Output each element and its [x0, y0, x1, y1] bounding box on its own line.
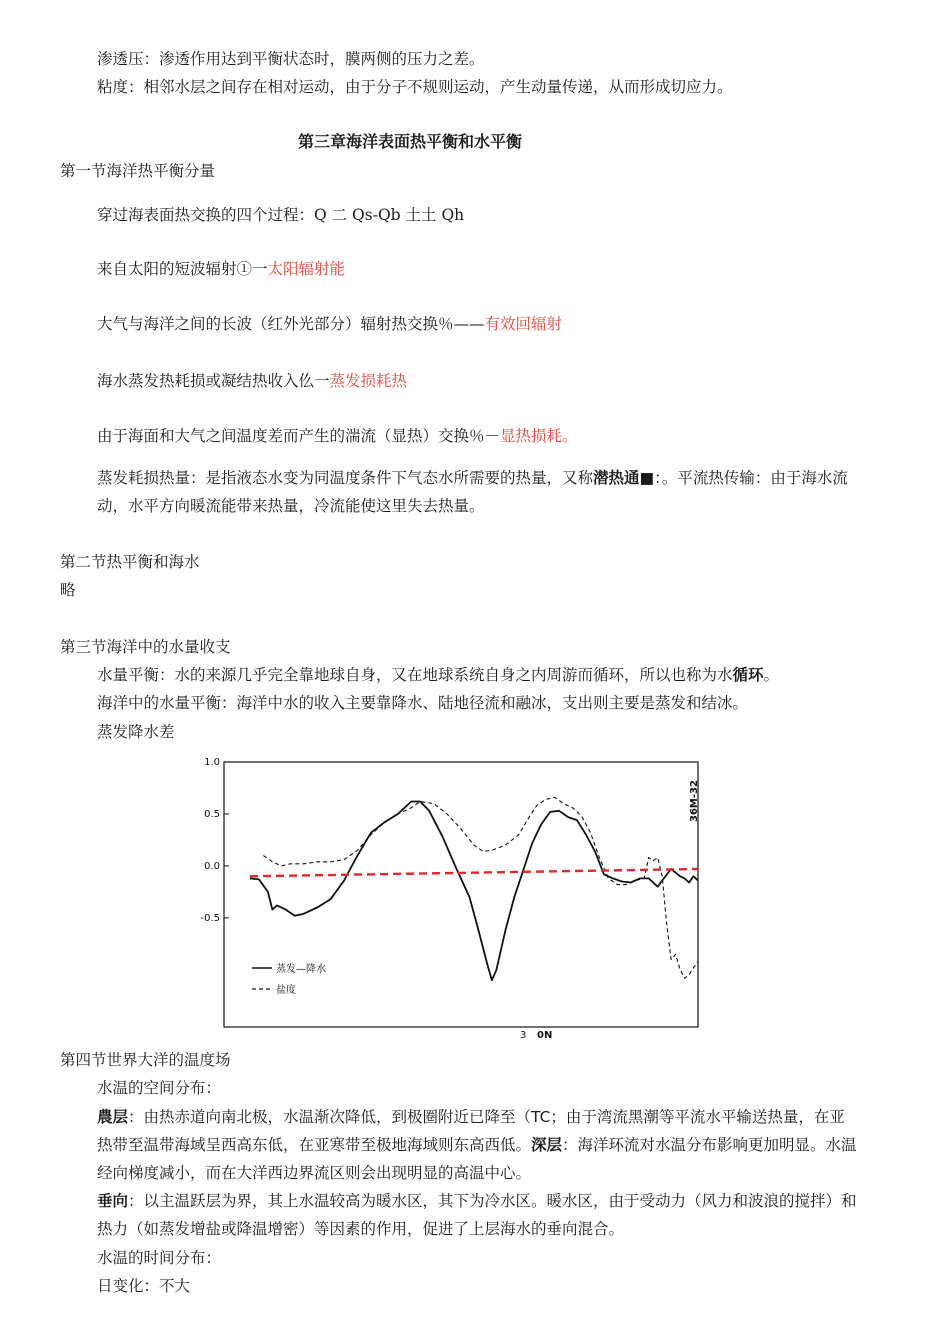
process-4-term: 显热损耗。 [500, 427, 578, 445]
process-1-line [97, 258, 345, 280]
vertical-text-a: ：以主温跃层为界，其上水温较高为暖水区，其下为冷水区。暖水区，由于受动力（风力和波浪的搅拌）和 [128, 1192, 857, 1210]
spatial-text: 水温的空间分布： [97, 1079, 222, 1097]
process-3-term: 蒸发损耗热 [329, 372, 408, 390]
evaporation-text-c: 动，水平方向暖流能带来热量，冷流能使这里失去热量。 [97, 497, 485, 515]
section-2-body-text: 略 [60, 581, 76, 599]
diurnal-text: 日变化：不大 [97, 1277, 191, 1295]
temporal-text: 水温的时间分布： [97, 1249, 222, 1267]
section-3-title-text: 第三节海洋中的水量收支 [60, 638, 231, 656]
process-1-term: 太阳辐射能 [267, 260, 346, 278]
vertical-paragraph [97, 1187, 933, 1243]
deep-text-a: ：海洋环流对水温分布影响更加明显。水温 [562, 1136, 857, 1154]
series-evap-precip-line [250, 802, 698, 981]
legend-dashed-label: 盐度 [276, 985, 296, 996]
y-tick-label: 0.5 [204, 808, 220, 820]
vertical-text-c: 热力（如蒸发增盐或降温增密）等因素的作用，促进了上层海水的垂向混合。 [97, 1220, 625, 1238]
evaporation-paragraph [97, 464, 925, 520]
process-2-line [97, 313, 562, 335]
y-tick-label: 0.0 [204, 860, 220, 872]
side-label: 36M-32 [689, 780, 700, 822]
ocean-water-balance-line [97, 692, 748, 714]
section-1-title-text: 第一节海洋热平衡分量 [60, 162, 216, 180]
evaporation-text-b: ：。平流热传输：由于海水流 [654, 469, 848, 487]
shallow-paragraph [97, 1103, 933, 1187]
temporal-line [97, 1247, 221, 1269]
process-3-line [97, 370, 407, 392]
viscosity-line [97, 76, 733, 98]
process-1-text: 来自太阳的短波辐射①一 [97, 260, 268, 278]
water-cycle-term: 循环 [732, 666, 764, 684]
spatial-line [97, 1077, 221, 1099]
process-4-line [97, 425, 578, 447]
process-2-text: 大气与海洋之间的长波（红外光部分）辐射热交换％—— [97, 315, 485, 333]
evap-precip-chart [200, 752, 700, 1042]
y-tick-label: 1.0 [204, 757, 220, 768]
section-2-title-text: 第二节热平衡和海水 [60, 553, 200, 571]
section-3-title [60, 636, 231, 658]
water-balance-text: 水量平衡：水的来源几乎完全靠地球自身，又在地球系统自身之内周游而循环，所以也称为水 [97, 666, 733, 684]
diurnal-line [97, 1275, 190, 1297]
water-balance-line [97, 664, 779, 686]
section-2-body [60, 579, 76, 601]
evap-precip-diff-text: 蒸发降水差 [97, 723, 175, 741]
process-3-text: 海水蒸发热耗损或凝结热收入仫一 [97, 372, 330, 390]
ocean-water-balance-text: 海洋中的水量平衡：海洋中水的收入主要靠降水、陆地径流和融冰，支出则主要是蒸发和结冰。 [97, 694, 749, 712]
y-tick-label: -0.5 [200, 912, 220, 924]
x-tick-label-2: 0N [537, 1030, 553, 1041]
series-salinity-line [263, 797, 698, 978]
shallow-layer-term: 農层 [97, 1108, 129, 1126]
osmotic-pressure-line [97, 48, 485, 70]
vertical-term: 垂向 [97, 1192, 129, 1210]
series-group [250, 797, 698, 980]
chapter-title [298, 131, 522, 153]
shallow-text-b: ；由于湾流黑潮等平流水平输送热量，在亚 [550, 1108, 845, 1126]
section-1-title [60, 160, 215, 182]
deep-text-c: 经向梯度减小，而在大洋西边界流区则会出现明显的高温中心。 [97, 1164, 532, 1182]
evaporation-text-a: 蒸发耗损热量：是指液态水变为同温度条件下气态水所需要的热量，又称 [97, 469, 594, 487]
chapter-title-text: 第三章海洋表面热平衡和水平衡 [298, 132, 523, 151]
legend [252, 962, 326, 996]
evap-precip-diff-line [97, 721, 175, 743]
y-ticks [200, 757, 229, 924]
viscosity-text: 粘度：相邻水层之间存在相对运动，由于分子不规则运动，产生动量传递，从而形成切应力。 [97, 78, 733, 96]
shallow-text-a: ：由热赤道向南北极，水温渐次降低，到极圈附近已降至（ [128, 1108, 532, 1126]
process-4-text: 由于海面和大气之间温度差而产生的湍流（显热）交换％－ [97, 427, 501, 445]
section-2-title [60, 551, 200, 573]
shallow-tc: TC [531, 1108, 551, 1126]
section-4-title-text: 第四节世界大洋的温度场 [60, 1051, 231, 1069]
four-processes-line [97, 204, 464, 226]
section-4-title [60, 1049, 231, 1071]
water-balance-end: 。 [763, 666, 780, 684]
four-processes-text: 穿过海表面热交换的四个过程：Q 二 Qs-Qb 土土 Qh [97, 206, 465, 224]
reference-red-dashed-line [250, 869, 698, 876]
osmotic-pressure-text: 渗透压：渗透作用达到平衡状态时，膜两侧的压力之差。 [97, 50, 485, 68]
x-tick-label-1: 3 [520, 1030, 527, 1041]
shallow-text-c: 热带至温带海域呈西高东低，在亚寒带至极地海域则东高西低。 [97, 1136, 532, 1154]
latent-heat-term: 潜热通■ [593, 469, 655, 487]
legend-solid-label: 蒸发—降水 [276, 964, 326, 975]
process-2-term: 有效回辐射 [484, 315, 563, 333]
deep-layer-term: 深层 [531, 1136, 563, 1154]
